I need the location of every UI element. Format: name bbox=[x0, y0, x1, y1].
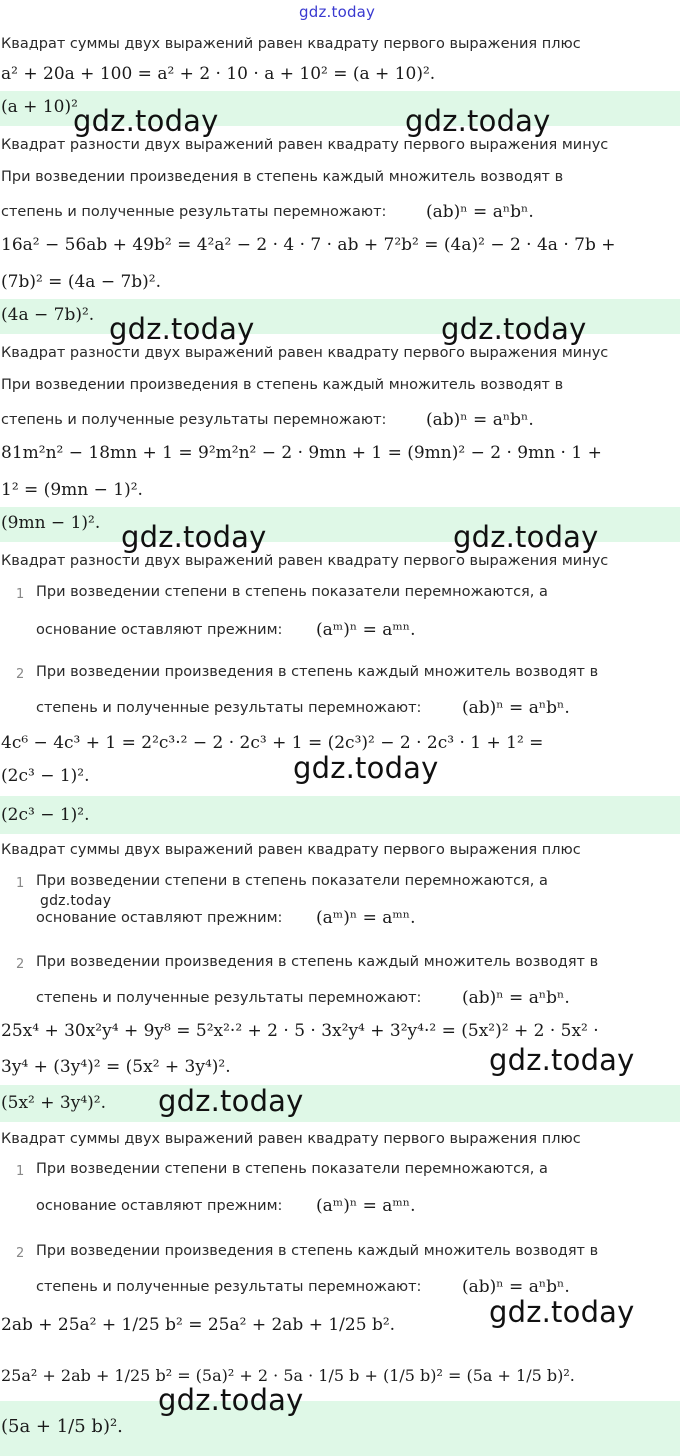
formula: (aᵐ)ⁿ = aᵐⁿ. bbox=[316, 620, 416, 640]
watermark: gdz.today bbox=[441, 312, 587, 346]
watermark: gdz.today bbox=[121, 520, 267, 554]
math-line: 25a² + 2ab + 1/25 b² = (5a)² + 2 · 5a · 1/5 b + (1/5 b)² = (5a + 1/5 b)². bbox=[1, 1366, 575, 1385]
formula: (ab)ⁿ = aⁿbⁿ. bbox=[426, 202, 534, 222]
rule-text: основание оставляют прежним: bbox=[36, 910, 283, 926]
list-number: 1 bbox=[16, 587, 25, 602]
rule-text: Квадрат разности двух выражений равен квадрату первого выражения минус bbox=[1, 345, 609, 361]
math-line: 81m²n² − 18mn + 1 = 9²m²n² − 2 · 9mn + 1 = (9mn)² − 2 · 9mn · 1 + bbox=[1, 443, 602, 463]
watermark: gdz.today bbox=[299, 3, 376, 21]
rule-text: При возведении степени в степень показатели перемножаются, а bbox=[36, 873, 548, 889]
math-line: 2ab + 25a² + 1/25 b² = 25a² + 2ab + 1/25 b². bbox=[1, 1315, 396, 1335]
formula: (ab)ⁿ = aⁿbⁿ. bbox=[462, 698, 570, 718]
answer: (a + 10)² bbox=[1, 97, 78, 117]
watermark: gdz.today bbox=[109, 312, 255, 346]
rule-text: При возведении степени в степень показатели перемножаются, а bbox=[36, 584, 548, 600]
watermark: gdz.today bbox=[158, 1383, 304, 1417]
answer: (5a + 1/5 b)². bbox=[1, 1416, 123, 1437]
answer: (2c³ − 1)². bbox=[1, 805, 90, 825]
math-line: 3y⁴ + (3y⁴)² = (5x² + 3y⁴)². bbox=[1, 1057, 231, 1077]
rule-text: При возведении произведения в степень каждый множитель возводят в bbox=[36, 664, 599, 680]
math-line: a² + 20a + 100 = a² + 2 · 10 · a + 10² = (a + 10)². bbox=[1, 64, 436, 84]
math-line: (2c³ − 1)². bbox=[1, 766, 90, 786]
rule-text: основание оставляют прежним: bbox=[36, 622, 283, 638]
list-number: 1 bbox=[16, 876, 25, 891]
formula: (ab)ⁿ = aⁿbⁿ. bbox=[462, 1277, 570, 1297]
watermark: gdz.today bbox=[489, 1295, 635, 1329]
math-line: 16a² − 56ab + 49b² = 4²a² − 2 · 4 · 7 · ab + 7²b² = (4a)² − 2 · 4a · 7b + bbox=[1, 235, 616, 255]
formula: (ab)ⁿ = aⁿbⁿ. bbox=[462, 988, 570, 1008]
rule-text: При возведении степени в степень показатели перемножаются, а bbox=[36, 1161, 548, 1177]
watermark: gdz.today bbox=[293, 751, 439, 785]
rule-text: Квадрат суммы двух выражений равен квадрату первого выражения плюс bbox=[1, 36, 581, 52]
rule-text: основание оставляют прежним: bbox=[36, 1198, 283, 1214]
math-line: 1² = (9mn − 1)². bbox=[1, 480, 143, 500]
rule-text: При возведении произведения в степень каждый множитель возводят в bbox=[36, 954, 599, 970]
formula: (ab)ⁿ = aⁿbⁿ. bbox=[426, 410, 534, 430]
answer: (5x² + 3y⁴)². bbox=[1, 1093, 106, 1113]
rule-text: степень и полученные результаты перемножают: bbox=[36, 700, 422, 716]
watermark: gdz.today bbox=[158, 1084, 304, 1118]
list-number: 1 bbox=[16, 1164, 25, 1179]
formula: (aᵐ)ⁿ = aᵐⁿ. bbox=[316, 908, 416, 928]
math-line: 25x⁴ + 30x²y⁴ + 9y⁸ = 5²x²·² + 2 · 5 · 3x²y⁴ + 3²y⁴·² = (5x²)² + 2 · 5x² · bbox=[1, 1021, 599, 1041]
math-line: 4c⁶ − 4c³ + 1 = 2²c³·² − 2 · 2c³ + 1 = (2c³)² − 2 · 2c³ · 1 + 1² = bbox=[1, 733, 544, 753]
rule-text: При возведении произведения в степень каждый множитель возводят в bbox=[1, 169, 564, 185]
list-number: 2 bbox=[16, 1246, 25, 1261]
answer: (9mn − 1)². bbox=[1, 513, 101, 533]
rule-text: степень и полученные результаты перемножают: bbox=[1, 412, 387, 428]
rule-text: При возведении произведения в степень каждый множитель возводят в bbox=[36, 1243, 599, 1259]
list-number: 2 bbox=[16, 667, 25, 682]
watermark: gdz.today bbox=[40, 893, 112, 909]
rule-text: Квадрат разности двух выражений равен квадрату первого выражения минус bbox=[1, 553, 609, 569]
watermark: gdz.today bbox=[73, 104, 219, 138]
rule-text: Квадрат разности двух выражений равен квадрату первого выражения минус bbox=[1, 137, 609, 153]
rule-text: Квадрат суммы двух выражений равен квадрату первого выражения плюс bbox=[1, 842, 581, 858]
answer-band bbox=[0, 796, 680, 834]
watermark: gdz.today bbox=[405, 104, 551, 138]
rule-text: степень и полученные результаты перемножают: bbox=[36, 990, 422, 1006]
list-number: 2 bbox=[16, 957, 25, 972]
rule-text: При возведении произведения в степень каждый множитель возводят в bbox=[1, 377, 564, 393]
formula: (aᵐ)ⁿ = aᵐⁿ. bbox=[316, 1196, 416, 1216]
watermark: gdz.today bbox=[489, 1043, 635, 1077]
watermark: gdz.today bbox=[453, 520, 599, 554]
math-line: (7b)² = (4a − 7b)². bbox=[1, 272, 162, 292]
rule-text: Квадрат суммы двух выражений равен квадрату первого выражения плюс bbox=[1, 1131, 581, 1147]
rule-text: степень и полученные результаты перемножают: bbox=[36, 1279, 422, 1295]
rule-text: степень и полученные результаты перемножают: bbox=[1, 204, 387, 220]
answer: (4a − 7b)². bbox=[1, 305, 95, 325]
